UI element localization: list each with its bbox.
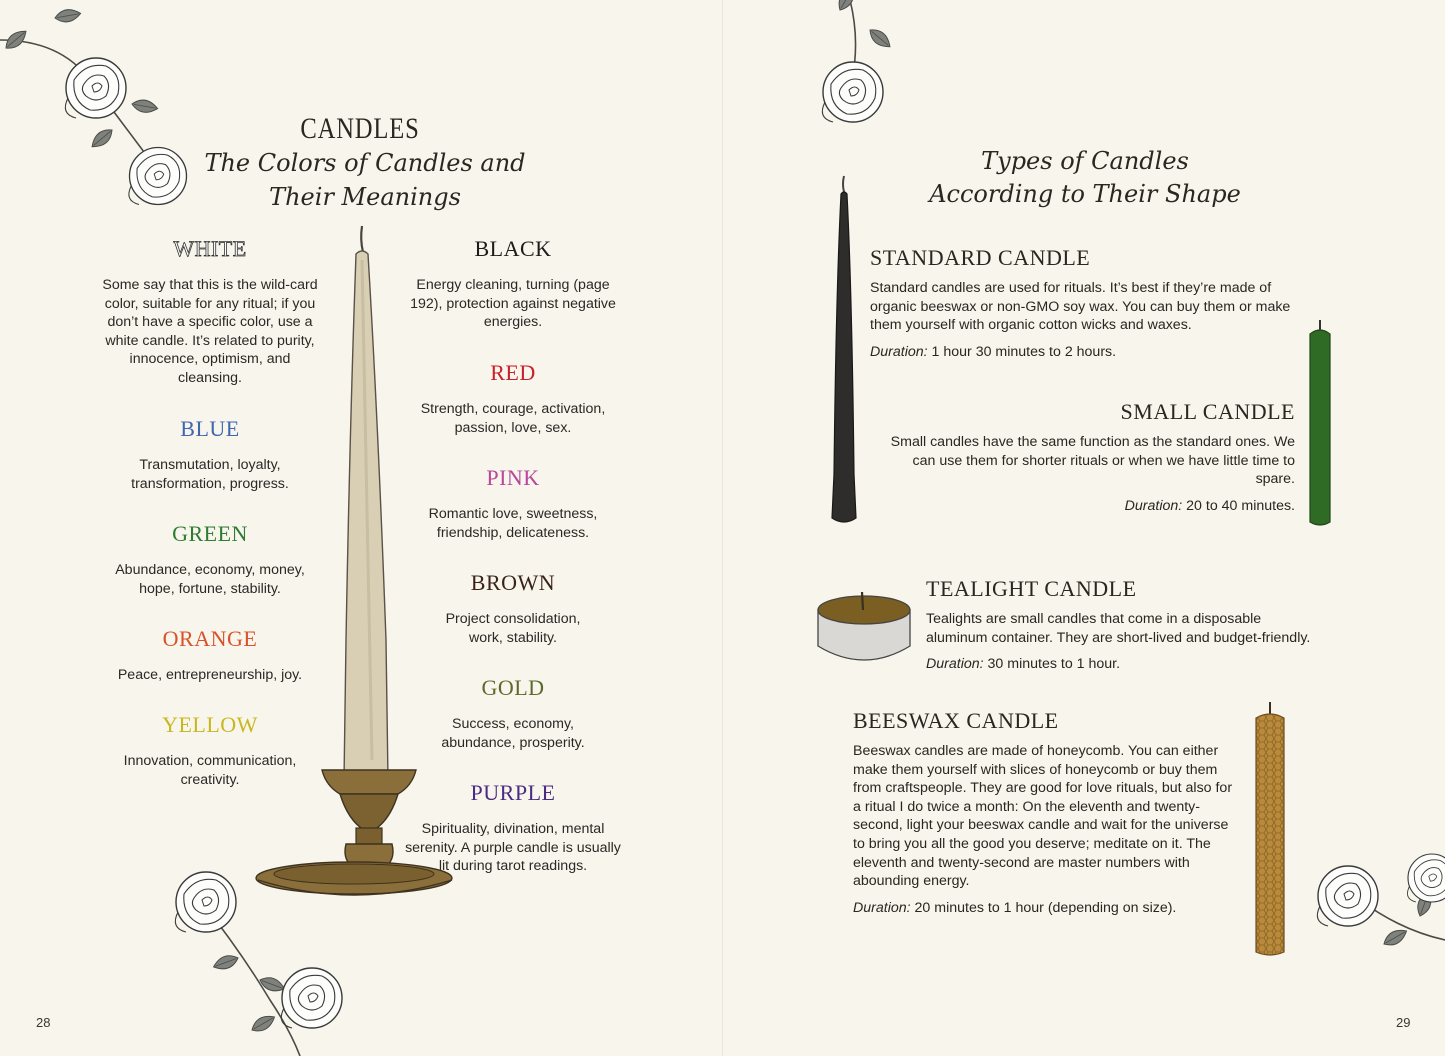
color-description: Strength, courage, activation, passion, love, sex.: [420, 401, 606, 436]
page-number-left: 28: [36, 1015, 51, 1030]
black-taper-candle-icon: [826, 174, 862, 530]
subtitle-line-2: Their Meanings: [269, 183, 461, 211]
candle-type-description: Beeswax candles are made of honeycomb. You can either make them yourself with slices of honeycomb or buy them from craftspeople. They are good for love rituals, but also for a ritual I do twice a month: On the eleventh and twenty-second, light your beeswax candle and wait for the universe to bring you all the good you deserve; meditate on it. The eleventh and twenty-second are master numbers with abounding energy.: [853, 743, 1233, 890]
duration-label: Duration:: [926, 656, 984, 673]
candle-type-name: TEALIGHT CANDLE: [926, 576, 1137, 601]
color-description: Success, economy, abundance, prosperity.: [441, 716, 585, 751]
candle-type-duration: [870, 344, 1310, 360]
color-description: Project consolidation, work, stability.: [445, 611, 581, 646]
color-description: Innovation, communication, creativity.: [123, 753, 297, 788]
color-description: Some say that this is the wild-card color, suitable for any ritual; if you don’t have a specific color, use a white candle. It’s related to purity, innocence, optimism, and cleansing.: [102, 277, 318, 386]
color-name: RED: [490, 360, 536, 385]
duration-value: 30 minutes to 1 hour.: [987, 656, 1121, 673]
color-description: Peace, entrepreneurship, joy.: [117, 667, 303, 683]
color-entry-red: [408, 360, 618, 437]
color-name: GREEN: [172, 521, 248, 546]
color-name: BLUE: [180, 416, 240, 441]
candle-type-description: Standard candles are used for rituals. It’s best if they’re made of organic beeswax or non-GMO soy wax. You can buy them or make them yourself with organic cotton wicks and waxes.: [870, 280, 1291, 334]
color-entry-brown: [433, 570, 593, 647]
subtitle-line-1: The Colors of Candles and: [204, 149, 526, 177]
color-entry-pink: [423, 465, 603, 542]
beeswax-candle-icon: [1250, 700, 1290, 960]
color-name: YELLOW: [162, 712, 258, 737]
duration-value: 1 hour 30 minutes to 2 hours.: [931, 343, 1117, 360]
duration-value: 20 minutes to 1 hour (depending on size).: [914, 899, 1177, 916]
color-description: Romantic love, sweetness, friendship, delicateness.: [428, 506, 598, 541]
color-entry-black: [408, 236, 618, 332]
right-page-subtitle: [900, 145, 1270, 211]
page-title: CANDLES: [300, 112, 420, 145]
candle-type-standard-candle: [870, 245, 1310, 360]
candle-type-beeswax-candle: [853, 708, 1238, 916]
candle-type-description: Tealights are small candles that come in a disposable aluminum container. They are short-lived and budget-friendly.: [926, 611, 1311, 646]
right-subtitle-line-1: Types of Candles: [981, 147, 1189, 175]
color-name: PURPLE: [470, 780, 556, 805]
color-entry-green: [105, 521, 315, 598]
color-name: BLACK: [474, 236, 552, 261]
page-number-right: 29: [1396, 1015, 1411, 1030]
candle-type-duration: [853, 900, 1238, 916]
duration-label: Duration:: [1124, 497, 1183, 514]
color-name: GOLD: [481, 675, 545, 700]
candle-type-description: Small candles have the same function as the standard ones. We can use them for shorter rituals or when we have little time to spare.: [890, 434, 1295, 488]
candle-type-tealight-candle: [926, 576, 1326, 672]
right-subtitle-line-2: According to Their Shape: [929, 180, 1241, 208]
color-description: Spirituality, divination, mental serenity. A purple candle is usually lit during tarot readings.: [405, 821, 621, 875]
candle-type-name: BEESWAX CANDLE: [853, 708, 1059, 733]
color-entry-gold: [428, 675, 598, 752]
color-description: Energy cleaning, turning (page 192), protection against negative energies.: [410, 277, 616, 331]
candle-type-duration: [890, 498, 1295, 514]
color-name: BROWN: [470, 570, 556, 595]
color-description: Transmutation, loyalty, transformation, progress.: [131, 457, 289, 492]
green-small-candle-icon: [1306, 318, 1334, 528]
candle-type-name: SMALL CANDLE: [1120, 399, 1295, 424]
color-name: PINK: [486, 465, 540, 490]
tealight-candle-icon: [814, 588, 914, 668]
color-entry-purple: [403, 780, 623, 876]
color-name: WHITE: [173, 236, 247, 261]
candle-type-duration: [926, 656, 1326, 672]
color-entry-white: [96, 236, 324, 388]
color-entry-orange: [105, 626, 315, 685]
page-subtitle: [190, 146, 540, 214]
duration-label: Duration:: [870, 343, 928, 360]
duration-value: 20 to 40 minutes.: [1186, 497, 1295, 514]
candle-type-small-candle: [890, 399, 1295, 514]
duration-label: Duration:: [853, 899, 911, 916]
color-name: ORANGE: [162, 626, 258, 651]
color-description: Abundance, economy, money, hope, fortune, stability.: [115, 562, 305, 597]
color-entry-yellow: [110, 712, 310, 789]
candle-type-name: STANDARD CANDLE: [870, 245, 1091, 270]
color-entry-blue: [110, 416, 310, 493]
